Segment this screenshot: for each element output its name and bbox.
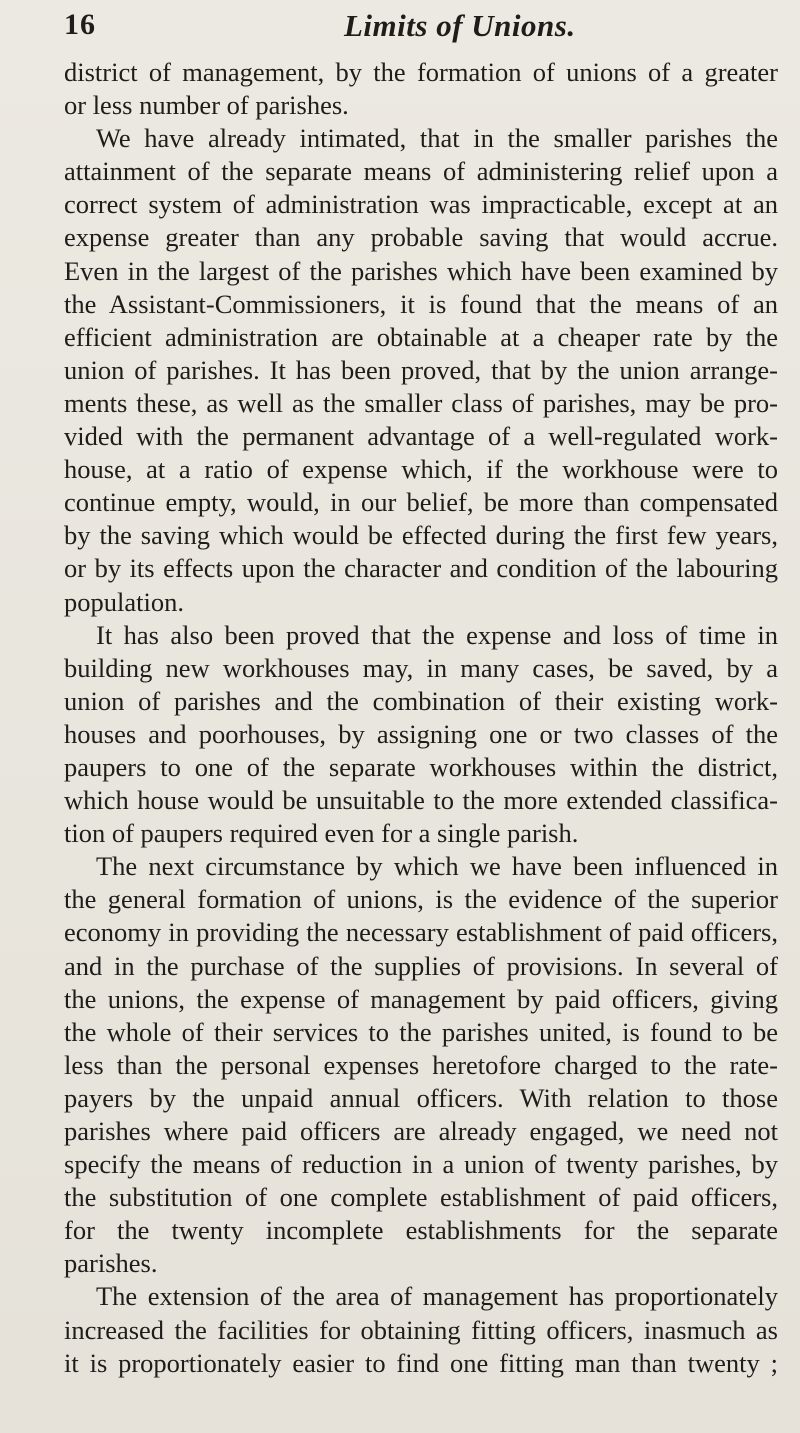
text-line: We have already intimated, that in the smaller parishes the (96, 123, 778, 154)
text-line: the substitution of one complete establishment of paid officers, (64, 1182, 778, 1213)
text-line: ments these, as well as the smaller class of parishes, may be pro- (64, 387, 778, 418)
text-line: paupers to one of the separate workhouses within the district, (64, 751, 778, 782)
text-line: district of management, by the formation of unions of a greater (64, 57, 778, 87)
text-line: less than the personal expenses heretofore charged to the rate- (64, 1049, 778, 1080)
text-line: house, at a ratio of expense which, if the workhouse were to (64, 454, 778, 485)
text-line: union of parishes and the combination of their existing work- (64, 685, 778, 716)
body-text (64, 56, 778, 1380)
page-header (62, 8, 770, 48)
page-number: 16 (64, 8, 96, 41)
text-line: by the saving which would be effected during the first few years, (64, 520, 778, 551)
text-line: the Assistant-Commissioners, it is found that the means of an (64, 288, 778, 319)
text-line: efficient administration are obtainable at a cheaper rate by the (64, 321, 778, 352)
text-line: population. (64, 586, 184, 617)
text-line: tion of paupers required even for a single parish. (64, 818, 579, 849)
text-line: the whole of their services to the parishes united, is found to be (64, 1016, 778, 1047)
text-line: attainment of the separate means of administering relief upon a (64, 156, 778, 187)
text-line: and in the purchase of the supplies of provisions. In several of (64, 950, 778, 981)
text-line: The next circumstance by which we have been influenced in (96, 851, 778, 882)
running-title: Limits of Unions. (344, 8, 576, 43)
text-line: Even in the largest of the parishes which have been examined by (64, 255, 778, 286)
text-line: correct system of administration was impracticable, except at an (64, 189, 778, 220)
text-line: houses and poorhouses, by assigning one or two classes of the (64, 718, 778, 749)
text-line: for the twenty incomplete establishments for the separate (64, 1215, 778, 1246)
text-line: the general formation of unions, is the evidence of the superior (64, 884, 778, 915)
text-line: expense greater than any probable saving that would accrue. (64, 222, 778, 253)
text-line: the unions, the expense of management by paid officers, giving (64, 983, 778, 1014)
text-line: economy in providing the necessary establishment of paid officers, (64, 917, 778, 948)
text-line: parishes where paid officers are already engaged, we need not (64, 1116, 778, 1146)
text-line: which house would be unsuitable to the more extended classifica- (64, 785, 778, 816)
text-line: parishes. (64, 1248, 158, 1279)
text-line: continue empty, would, in our belief, be more than compensated (64, 487, 778, 518)
text-line: building new workhouses may, in many cases, be saved, by a (64, 652, 778, 683)
text-line: union of parishes. It has been proved, that by the union arrange- (64, 354, 778, 385)
text-line: It has also been proved that the expense and loss of time in (96, 619, 778, 650)
text-line: or by its effects upon the character and condition of the labouring (64, 553, 778, 584)
text-line: The extension of the area of management has proportionately (96, 1281, 778, 1312)
text-line: it is proportionately easier to find one fitting man than twenty ; (64, 1347, 778, 1378)
text-line: or less number of parishes. (64, 90, 349, 121)
text-line: increased the facilities for obtaining fitting officers, inasmuch as (64, 1314, 778, 1345)
text-line: vided with the permanent advantage of a well-regulated work- (64, 421, 778, 452)
text-line: specify the means of reduction in a union of twenty parishes, by (64, 1149, 778, 1180)
text-line: payers by the unpaid annual officers. With relation to those (64, 1082, 778, 1113)
